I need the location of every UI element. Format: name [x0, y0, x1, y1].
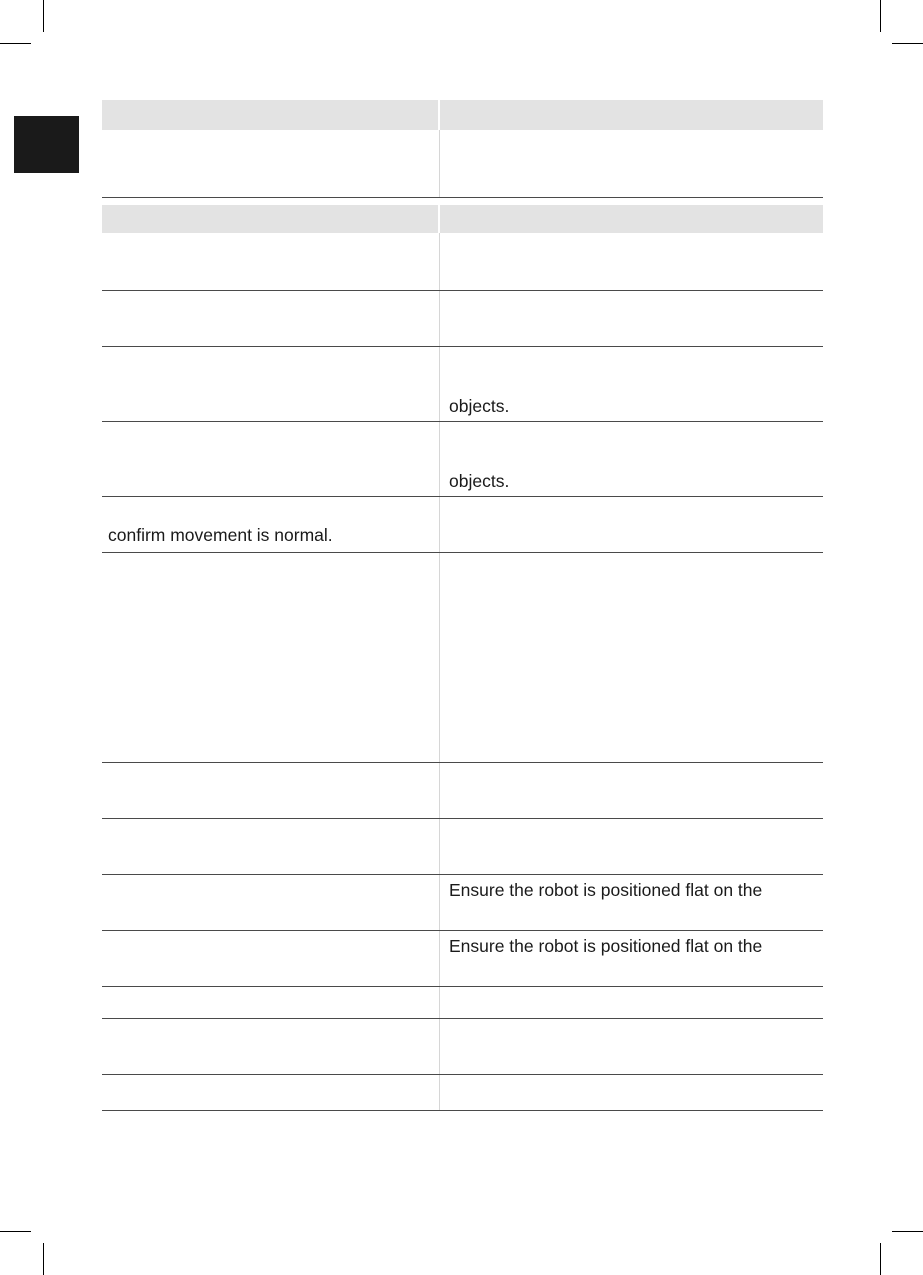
table-row — [102, 875, 823, 931]
table-cell-left — [102, 347, 438, 421]
table-row — [102, 233, 823, 291]
table-cell-left — [102, 233, 438, 290]
table-row — [102, 819, 823, 875]
table-cell-left — [102, 763, 438, 818]
header-cell-right — [438, 100, 824, 130]
header-cell-left — [102, 205, 438, 233]
table-cell-right — [439, 819, 824, 874]
table-cell-left — [102, 553, 438, 762]
table-row — [102, 931, 823, 987]
crop-mark — [43, 0, 44, 32]
table-cell-right — [439, 1019, 824, 1074]
table-cell-left — [102, 987, 438, 1018]
table-row — [102, 1075, 823, 1111]
table-cell-right — [439, 553, 824, 762]
table-header-row — [102, 100, 823, 130]
table-row — [102, 987, 823, 1019]
table-cell-right — [439, 1075, 824, 1110]
crop-mark — [892, 1231, 923, 1232]
table-cell-right: objects. — [439, 422, 824, 496]
table-cell-right — [439, 987, 824, 1018]
table-cell-left — [102, 291, 438, 346]
table-cell-right — [439, 763, 824, 818]
table-cell-left — [102, 130, 438, 197]
crop-mark — [880, 1243, 881, 1275]
table-cell-left — [102, 1075, 438, 1110]
table-row — [102, 763, 823, 819]
table-cell-right — [439, 291, 824, 346]
table-row — [102, 347, 823, 422]
table-cell-right — [439, 130, 824, 197]
header-cell-left — [102, 100, 438, 130]
table-cell-right — [439, 497, 824, 552]
table-header-row — [102, 205, 823, 233]
table-row — [102, 130, 823, 198]
section-tab — [14, 116, 79, 173]
crop-mark — [880, 0, 881, 32]
table-row — [102, 1019, 823, 1075]
table-cell-right: objects. — [439, 347, 824, 421]
table-row — [102, 497, 823, 553]
header-cell-right — [438, 205, 824, 233]
table-cell-left — [102, 819, 438, 874]
table-cell-right: Ensure the robot is positioned flat on the — [439, 875, 824, 930]
table-cell-left: confirm movement is normal. — [108, 525, 333, 545]
table-row — [102, 291, 823, 347]
table-cell-left — [102, 1019, 438, 1074]
table-row — [102, 422, 823, 497]
table-cell-right — [439, 233, 824, 290]
crop-mark — [43, 1243, 44, 1275]
crop-mark — [0, 1231, 31, 1232]
crop-mark — [0, 43, 31, 44]
table-cell-left — [102, 931, 438, 986]
table-cell-left — [102, 422, 438, 496]
table-cell-left — [102, 875, 438, 930]
crop-mark — [892, 43, 923, 44]
table-cell-right: Ensure the robot is positioned flat on the — [439, 931, 824, 986]
table-row — [102, 553, 823, 763]
